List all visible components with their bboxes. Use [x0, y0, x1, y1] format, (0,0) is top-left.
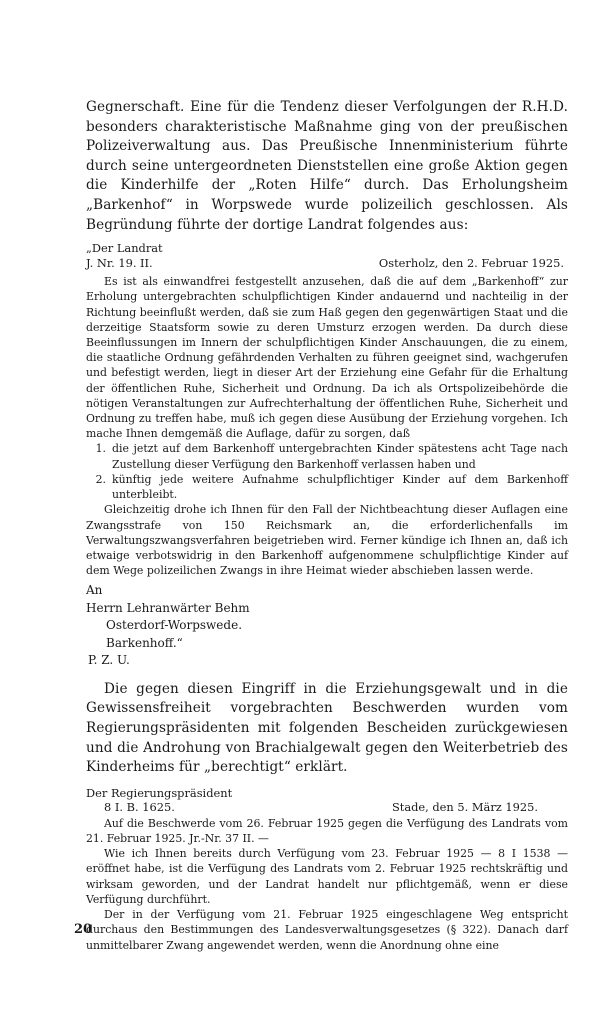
letter1-initials: P. Z. U.	[88, 653, 130, 668]
letter2-paragraph-3: Der in der Verfügung vom 21. Februar 1925 eingeschlagene Weg entspricht durchaus den Bestimmungen des Landesverwaltungsgesetzes (§ 322). Danach darf unmittelbarer Zwang angewendet werden, wenn die Anordnung ohne eine	[86, 908, 568, 952]
letter1-paragraph-2: Gleichzeitig drohe ich Ihnen für den Fall der Nichtbeachtung dieser Auflagen eine Zwangsstrafe von 150 Reichsmark an, die erforderlichenfalls im Verwaltungszwangsverfahren beigetrieben wird. Ferner kündige ich Ihnen an, daß ich etwaige verbotswidrig in den Barkenhoff aufgenommene schulpflichtige Kinder auf dem Wege polizeilichen Zwangs in ihre Heimat wieder abschieben lassen werde.	[86, 503, 568, 578]
letter2-sender: Der Regierungspräsident	[86, 785, 233, 800]
addressee-line-1: Herrn Lehranwärter Behm	[86, 600, 250, 615]
letter1-sender: „Der Landrat	[86, 241, 163, 256]
list-number: 1.	[95, 442, 106, 456]
letter1-an: An	[86, 583, 103, 598]
list-text: künftig jede weitere Aufnahme schulpflichtiger Kinder auf dem Barkenhoff unterbleibt.	[112, 472, 568, 502]
middle-paragraph: Die gegen diesen Eingriff in die Erziehungsgewalt und in die Gewissensfreiheit vorgebrachten Beschwerden wurden vom Regierungspräsidenten mit folgenden Bescheiden zurückgewiesen und die Androhung von Brachialgewalt gegen den Weiterbetrieb des Kinderheims für „berechtigt“ erklärt.	[86, 680, 568, 776]
letter2-paragraph-1: Auf die Beschwerde vom 26. Februar 1925 gegen die Verfügung des Landrats vom 21. Februar 1925. Jr.-Nr. 37 II. —	[86, 816, 568, 846]
page-number: 20	[74, 922, 93, 937]
letter1-header-row	[86, 256, 568, 272]
letter2-header-row	[86, 800, 568, 816]
addressee-line-3: Barkenhoff.“	[106, 635, 183, 650]
letter2-paragraph-2: Wie ich Ihnen bereits durch Verfügung vom 23. Februar 1925 — 8 I 1538 — eröffnet habe, ist die Verfügung des Landrats vom 2. Februar 1925 rechtskräftig und wirksam geworden, und der Landrat handelt nur pflichtgemäß, wenn er diese Verfügung durchführt.	[86, 847, 568, 906]
letter2-place-date: Stade, den 5. März 1925.	[391, 800, 538, 815]
intro-paragraph: Gegnerschaft. Eine für die Tendenz dieser Verfolgungen der R.H.D. besonders charakteristische Maßnahme ging von der preußischen Polizeiverwaltung aus. Das Preußische Innenministerium führte durch seine untergeordneten Dienststellen eine große Aktion gegen die Kinderhilfe der „Roten Hilfe“ durch. Das Erholungsheim „Barkenhof“ in Worpswede wurde polizeilich geschlossen. Als Begründung führte der dortige Landrat folgendes aus:	[86, 99, 568, 233]
list-item	[86, 472, 568, 502]
list-number: 2.	[95, 472, 106, 486]
page-content	[86, 98, 568, 953]
letter1-ref: J. Nr. 19. II.	[86, 255, 153, 270]
letter1-place-date: Osterholz, den 2. Februar 1925.	[378, 255, 564, 270]
list-text: die jetzt auf dem Barkenhoff untergebrachten Kinder spätestens acht Tage nach Zustellung dieser Verfügung den Barkenhoff verlassen haben und	[112, 442, 568, 471]
addressee-line-2: Osterdorf-Worpswede.	[106, 618, 243, 633]
list-item	[86, 441, 568, 471]
letter2-ref: 8 I. B. 1625.	[104, 800, 175, 815]
letter1-paragraph-1: Es ist als einwandfrei festgestellt anzusehen, daß die auf dem „Barkenhoff“ zur Erholung untergebrachten schulpflichtigen Kinder andauernd und nachteilig in der Richtung beeinflußt werden, daß sie zum Haß gegen den gegenwärtigen Staat und die derzeitige Staatsform sowie zu deren Umsturz erzogen werden. Da durch diese Beeinflussungen im Innern der schulpflichtigen Kinder Anschauungen, die zu einem, die staatliche Ordnung gefährdenden Verhalten zu führen geeignet sind, wachgerufen und befestigt werden, liegt in dieser Art der Erziehung eine Gefahr für die Erhaltung der öffentlichen Ruhe, Sicherheit und Ordnung. Da ich als Ortspolizeibehörde die nötigen Veranstaltungen zur Aufrechterhaltung der öffentlichen Ruhe, Sicherheit und Ordnung zu treffen habe, muß ich gegen diese Ausübung der Erziehung vorgehen. Ich mache Ihnen demgemäß die Auflage, dafür zu sorgen, daß	[86, 275, 568, 441]
